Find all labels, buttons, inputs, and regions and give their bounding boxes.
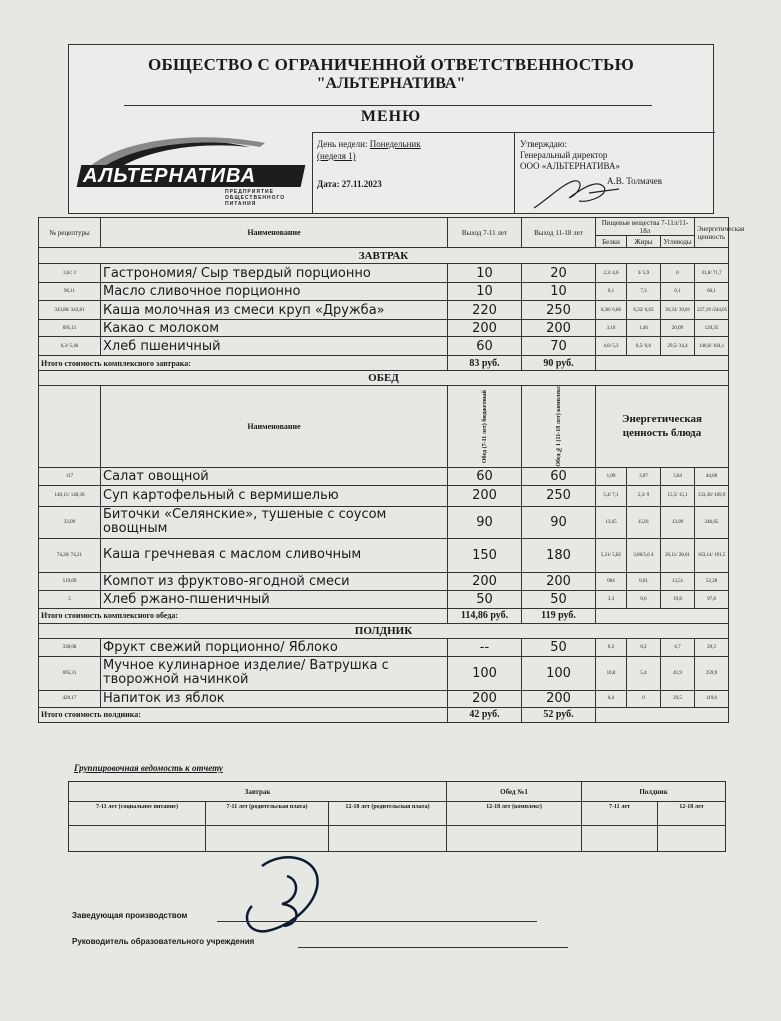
- table-row: [39, 506, 729, 538]
- approval-org: ООО «АЛЬТЕРНАТИВА»: [520, 161, 620, 171]
- week-value: (неделя 1): [317, 151, 356, 161]
- col-recipe-no: № рецептуры: [39, 218, 101, 248]
- recipe-code: 74,20/ 74,21: [39, 538, 101, 572]
- carbs-value: 41,9: [661, 656, 695, 690]
- carbs-value: 19,8: [661, 590, 695, 608]
- energy-value: 29,3: [695, 638, 729, 656]
- lunch-col-a: [448, 386, 522, 468]
- menu-table: [38, 217, 745, 723]
- col-nutrients: Пищевые вещества 7-11л/11-18л: [596, 218, 695, 236]
- table-row: [39, 656, 729, 690]
- approval-title: Утверждаю:: [520, 139, 568, 149]
- portion-b: 60: [522, 467, 596, 485]
- energy-value: 120,35: [695, 320, 729, 337]
- report-title: Группировочная ведомость к отчету: [74, 763, 223, 773]
- energy-value: 227,19 /244,05: [695, 301, 729, 320]
- report-cell[interactable]: [582, 826, 658, 852]
- carbs-value: 29,5/ 34,4: [661, 337, 695, 356]
- energy-value: 140,6/ 164,1: [695, 337, 729, 356]
- empty-cell: [596, 707, 729, 722]
- total-label: Итого стоимость комплексного обеда:: [39, 608, 448, 623]
- energy-value: 119,6: [695, 690, 729, 707]
- report-cell[interactable]: [69, 826, 206, 852]
- portion-a: 100: [448, 656, 522, 690]
- carbs-value: 3,04: [661, 467, 695, 485]
- portion-a: 10: [448, 264, 522, 283]
- report-col-5: 7-11 лет: [582, 802, 658, 826]
- approval-block: [520, 139, 620, 172]
- portion-b: 50: [522, 638, 596, 656]
- dish-name: Масло сливочное порционно: [101, 283, 448, 301]
- recipe-code: 695,11: [39, 320, 101, 337]
- proteins-value: 13,65: [596, 506, 627, 538]
- dish-name: Суп картофельный с вермишелью: [101, 485, 448, 506]
- dish-name: Мучное кулинарное изделие/ Ватрушка с творожной начинкой: [101, 656, 448, 690]
- total-label: Итого стоимость полдника:: [39, 707, 448, 722]
- carbs-value: 0,1: [661, 283, 695, 301]
- table-row: [39, 283, 729, 301]
- total-b: 119 руб.: [522, 608, 596, 623]
- portion-a: 60: [448, 467, 522, 485]
- table-row: [39, 301, 729, 320]
- recipe-code: 420,17: [39, 690, 101, 707]
- dish-name: Салат овощной: [101, 467, 448, 485]
- portion-a: 10: [448, 283, 522, 301]
- dish-name: Каша гречневая с маслом сливочным: [101, 538, 448, 572]
- fats-value: 15,01: [627, 506, 661, 538]
- proteins-value: 3,3: [596, 590, 627, 608]
- org-title-line1: ОБЩЕСТВО С ОГРАНИЧЕННОЙ ОТВЕТСТВЕННОСТЬЮ: [147, 55, 635, 74]
- fats-value: 3/ 5,9: [627, 264, 661, 283]
- portion-a: 200: [448, 485, 522, 506]
- proteins-value: 5,4/ 7,1: [596, 485, 627, 506]
- carbs-value: 6,7: [661, 638, 695, 656]
- report-breakfast: Завтрак: [69, 782, 447, 802]
- fats-value: 0: [627, 690, 661, 707]
- energy-value: 52,28: [695, 572, 729, 590]
- lunch-col-b: [522, 386, 596, 468]
- fats-value: 1,46: [627, 320, 661, 337]
- carbs-value: 36,33/ 39,81: [661, 301, 695, 320]
- carbs-value: 29,5: [661, 690, 695, 707]
- signature-line: [298, 947, 568, 948]
- col-name: Наименование: [101, 218, 448, 248]
- empty-cell: [596, 608, 729, 623]
- day-value: Понедельник: [369, 139, 421, 149]
- recipe-code: 96,11: [39, 283, 101, 301]
- proteins-value: 004: [596, 572, 627, 590]
- empty-cell: [596, 356, 729, 371]
- total-a: 114,86 руб.: [448, 608, 522, 623]
- section-title-breakfast: ЗАВТРАК: [39, 248, 729, 264]
- proteins-value: 6,38/ 6,86: [596, 301, 627, 320]
- dish-name: Биточки «Селянские», тушеные с соусом овощным: [101, 506, 448, 538]
- portion-b: 10: [522, 283, 596, 301]
- portion-b: 200: [522, 690, 596, 707]
- portion-a: 200: [448, 572, 522, 590]
- table-row: [39, 638, 729, 656]
- fats-value: 3,07: [627, 467, 661, 485]
- approval-role: Генеральный директор: [520, 150, 608, 160]
- portion-b: 100: [522, 656, 596, 690]
- fats-value: 0,5/ 0,6: [627, 337, 661, 356]
- signature-head-school: Руководитель образовательного учреждения: [72, 937, 255, 946]
- report-lunch: Обед №1: [447, 782, 582, 802]
- recipe-code: 3,6/; 3: [39, 264, 101, 283]
- portion-b: 200: [522, 320, 596, 337]
- recipe-code: 117: [39, 467, 101, 485]
- report-col-3: 12-18 лет (родительская плата): [329, 802, 447, 826]
- fats-value: 0,2: [627, 638, 661, 656]
- lunch-col-a-label: Обед (7-11 лет) бюджетный: [481, 389, 488, 463]
- divider: [514, 132, 515, 214]
- portion-b: 90: [522, 506, 596, 538]
- proteins-value: 2,3/ 4,6: [596, 264, 627, 283]
- company-logo: [75, 133, 307, 211]
- section-title-snack: ПОЛДНИК: [39, 623, 729, 638]
- carbs-value: 13,99: [661, 506, 695, 538]
- total-a: 42 руб.: [448, 707, 522, 722]
- proteins-value: 0,1: [596, 283, 627, 301]
- portion-a: 200: [448, 320, 522, 337]
- table-row: [39, 538, 729, 572]
- portion-b: 250: [522, 301, 596, 320]
- dish-name: Напиток из яблок: [101, 690, 448, 707]
- total-a: 83 руб.: [448, 356, 522, 371]
- recipe-code: 5: [39, 590, 101, 608]
- signature-line: [217, 921, 537, 922]
- carbs-value: 20,09: [661, 320, 695, 337]
- report-col-1: 7-11 лет (социальное питание): [69, 802, 206, 826]
- col-energy: Энергетическая ценность: [695, 218, 729, 248]
- energy-value: 97,8: [695, 590, 729, 608]
- carbs-value: 15,5/ 15,1: [661, 485, 695, 506]
- recipe-code: 338,08: [39, 638, 101, 656]
- recipe-code: 140,11/ 140,36: [39, 485, 101, 506]
- logo-subtitle: ПРЕДПРИЯТИЕ ОБЩЕСТВЕННОГО ПИТАНИЯ: [225, 189, 286, 207]
- table-row: [39, 485, 729, 506]
- signature-icon: [529, 173, 629, 213]
- recipe-code: 33,09: [39, 506, 101, 538]
- table-row: [39, 264, 729, 283]
- energy-value: 246,65: [695, 506, 729, 538]
- portion-a: 90: [448, 506, 522, 538]
- carbs-value: 13,51: [661, 572, 695, 590]
- table-row: [39, 572, 729, 590]
- energy-value: 133,30/ 169,9: [695, 485, 729, 506]
- col-proteins: Белки: [596, 236, 627, 248]
- fats-value: 0,6: [627, 590, 661, 608]
- portion-b: 50: [522, 590, 596, 608]
- divider: [124, 105, 652, 106]
- divider: [312, 132, 313, 214]
- table-row: [39, 467, 729, 485]
- portion-a: 220: [448, 301, 522, 320]
- lunch-col-name: Наименование: [101, 386, 448, 468]
- portion-a: 200: [448, 690, 522, 707]
- report-cell[interactable]: [447, 826, 582, 852]
- menu-date: Дата: 27.11.2023: [317, 179, 382, 189]
- empty-cell: [39, 386, 101, 468]
- table-row: [39, 337, 729, 356]
- report-table: [68, 781, 726, 852]
- day-of-week: День недели: Понедельник: [317, 139, 421, 149]
- recipe-code: 0,3/ 5,46: [39, 337, 101, 356]
- fats-value: 0,01: [627, 572, 661, 590]
- proteins-value: 0,2: [596, 638, 627, 656]
- handwritten-mark-icon: [232, 846, 332, 946]
- lunch-col-energy: Энергетическая ценность блюда: [596, 386, 729, 468]
- lunch-col-b-label: Обед №1 (11-18 лет) комплекс: [555, 386, 562, 467]
- fats-value: 6,32/ 6,63: [627, 301, 661, 320]
- portion-a: 60: [448, 337, 522, 356]
- section-title-lunch: ОБЕД: [39, 371, 729, 386]
- proteins-value: 1,09: [596, 467, 627, 485]
- col-fats: Жиры: [627, 236, 661, 248]
- proteins-value: 4,6/ 5,3: [596, 337, 627, 356]
- total-b: 90 руб.: [522, 356, 596, 371]
- energy-value: 44,08: [695, 467, 729, 485]
- table-row: [39, 690, 729, 707]
- portion-b: 180: [522, 538, 596, 572]
- menu-header: [68, 44, 714, 214]
- total-label: Итого стоимость комплексного завтрака:: [39, 356, 448, 371]
- org-title-line2: "АЛЬТЕРНАТИВА": [316, 75, 466, 92]
- report-col-2: 7-11 лет (родительская плата): [206, 802, 329, 826]
- proteins-value: 3,16: [596, 320, 627, 337]
- report-cell[interactable]: [658, 826, 726, 852]
- proteins-value: 0,4: [596, 690, 627, 707]
- recipe-code: 343,86/ 343,81: [39, 301, 101, 320]
- fats-value: 5,4: [627, 656, 661, 690]
- dish-name: Фрукт свежий порционно/ Яблоко: [101, 638, 448, 656]
- report-col-6: 12-18 лет: [658, 802, 726, 826]
- report-cell[interactable]: [329, 826, 447, 852]
- portion-b: 250: [522, 485, 596, 506]
- report-snack: Полдник: [582, 782, 726, 802]
- portion-b: 20: [522, 264, 596, 283]
- portion-a: 50: [448, 590, 522, 608]
- carbs-value: 26,11/ 28,61: [661, 538, 695, 572]
- director-name: А.В. Толмачев: [607, 176, 662, 186]
- dish-name: Какао с молоком: [101, 320, 448, 337]
- portion-a: 150: [448, 538, 522, 572]
- menu-title: МЕНЮ: [360, 108, 422, 125]
- energy-value: 66,1: [695, 283, 729, 301]
- dish-name: Гастрономия/ Сыр твердый порционно: [101, 264, 448, 283]
- fats-value: 7,3: [627, 283, 661, 301]
- carbs-value: 0: [661, 264, 695, 283]
- proteins-value: 10,8: [596, 656, 627, 690]
- energy-value: 259,9: [695, 656, 729, 690]
- dish-name: Хлеб ржано-пшеничный: [101, 590, 448, 608]
- portion-b: 200: [522, 572, 596, 590]
- table-row: [39, 320, 729, 337]
- signature-head-production: Заведующая производством: [72, 911, 188, 920]
- proteins-value: 5,31/ 5,82: [596, 538, 627, 572]
- logo-text: АЛЬТЕРНАТИВА: [83, 165, 257, 187]
- recipe-code: 695,31: [39, 656, 101, 690]
- portion-a: --: [448, 638, 522, 656]
- energy-value: 163,14/ 191,5: [695, 538, 729, 572]
- recipe-code: 519,09: [39, 572, 101, 590]
- col-carbs: Углеводы: [661, 236, 695, 248]
- col-out-11-18: Выход 11-18 лет: [522, 218, 596, 248]
- report-col-4: 12-18 лет (комплекс): [447, 802, 582, 826]
- dish-name: Компот из фруктово-ягодной смеси: [101, 572, 448, 590]
- dish-name: Каша молочная из смеси круп «Дружба»: [101, 301, 448, 320]
- energy-value: 31,8/ 71,7: [695, 264, 729, 283]
- col-out-7-11: Выход 7-11 лет: [448, 218, 522, 248]
- table-row: [39, 590, 729, 608]
- fats-value: 3,86/5,6 4: [627, 538, 661, 572]
- fats-value: 5,3/ 9: [627, 485, 661, 506]
- total-b: 52 руб.: [522, 707, 596, 722]
- portion-b: 70: [522, 337, 596, 356]
- dish-name: Хлеб пшеничный: [101, 337, 448, 356]
